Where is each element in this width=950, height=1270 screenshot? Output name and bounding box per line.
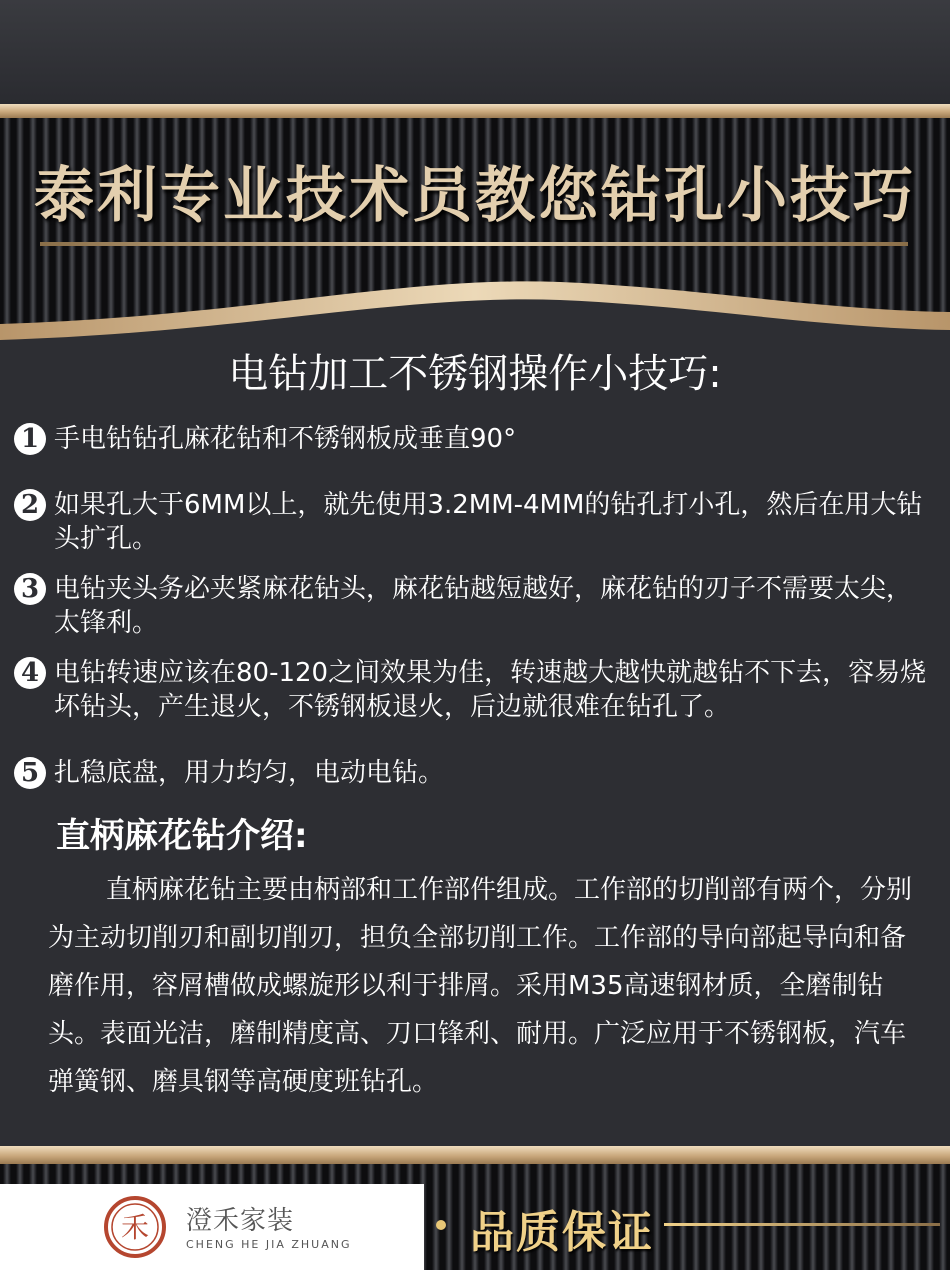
intro-body: 直柄麻花钻主要由柄部和工作部件组成。工作部的切削部有两个，分别为主动切削刃和副切削刃，担负全部切削工作。工作部的导向部起导向和备磨作用，容屑槽做成螺旋形以利于排屑。采用M35高速钢材质，全磨制钻头。表面光洁，磨制精度高、刀口锋利、耐用。广泛应用于不锈钢板，汽车弹簧钢、磨具钢等高硬度班钻孔。	[48, 875, 913, 1097]
tip-text-4: 电钻转速应该在80-120之间效果为佳，转速越大越快就越钻不下去，容易烧坏钻头，产生退火，不锈钢板退火，后边就很难在钻孔了。	[54, 658, 927, 722]
page-title: 泰利专业技术员教您钻孔小技巧	[34, 161, 916, 231]
number-badge-4: 4	[14, 657, 46, 689]
intro-title: 直柄麻花钻介绍:	[56, 816, 308, 856]
tip-item-3	[14, 572, 934, 640]
seal-logo-icon	[104, 1196, 166, 1258]
tip-text-5: 扎稳底盘，用力均匀，电动电钻。	[54, 758, 445, 788]
number-badge-5: 5	[14, 757, 46, 789]
top-dark-band	[0, 0, 950, 104]
number-badge-3: 3	[14, 573, 46, 605]
quality-line	[664, 1223, 940, 1226]
top-gold-band	[0, 104, 950, 118]
brand-name-cn: 澄禾家装	[186, 1206, 295, 1236]
tip-item-5	[14, 756, 934, 790]
seal-text: 禾	[120, 1211, 150, 1244]
tip-item-2	[14, 488, 934, 556]
bullet-dot-icon	[436, 1220, 446, 1230]
quality-guarantee: 品质保证	[470, 1207, 654, 1258]
title-underline	[40, 242, 908, 246]
number-badge-1: 1	[14, 423, 46, 455]
tip-item-1	[14, 422, 934, 456]
tip-item-4	[14, 656, 934, 724]
tip-text-2: 如果孔大于6MM以上，就先使用3.2MM-4MM的钻孔打小孔，然后在用大钻头扩孔。	[54, 490, 923, 554]
brand-name-en: CHENG HE JIA ZHUANG	[186, 1238, 352, 1251]
number-badge-2: 2	[14, 489, 46, 521]
subtitle: 电钻加工不锈钢操作小技巧:	[228, 351, 722, 397]
footer-gold-band	[0, 1146, 950, 1164]
tip-text-3: 电钻夹头务必夹紧麻花钻头，麻花钻越短越好，麻花钻的刃子不需要太尖，太锋利。	[54, 574, 913, 638]
tip-text-1: 手电钻钻孔麻花钻和不锈钢板成垂直90°	[54, 424, 517, 454]
